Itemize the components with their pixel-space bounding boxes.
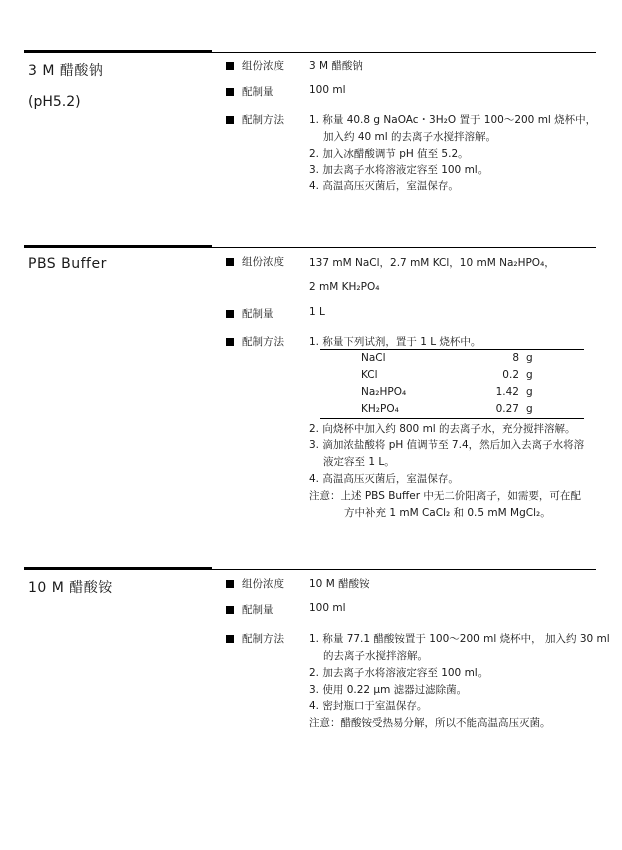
section-title: 3 M 醋酸钠 [28,63,104,79]
section-subtitle: (pH5.2) [28,94,81,110]
method-step: 1. 称量 40.8 g NaOAc・3H₂O 置于 100～200 ml 烧杯中， [309,114,597,126]
amount-value: 100 ml [309,84,346,96]
method-step: 4. 高温高压灭菌后，室温保存。 [309,180,459,192]
label-amount: 配制量 [242,604,274,616]
section-rule-thin [212,569,596,570]
method-step: 的去离子水搅拌溶解。 [323,650,428,662]
method-step: 1. 称量下列试剂，置于 1 L 烧杯中。 [309,336,482,348]
section-rule-thick [24,567,212,570]
method-step: 3. 滴加浓盐酸将 pH 值调节至 7.4，然后加入去离子水将溶 [309,439,585,451]
reagent-qty: 1.42 [495,386,519,398]
method-step: 3. 加去离子水将溶液定容至 100 ml。 [309,164,489,176]
bullet-square-icon [226,580,234,588]
amount-value: 100 ml [309,602,346,614]
reagent-name: NaCl [361,352,386,364]
bullet-square-icon [226,606,234,614]
method-step: 4. 密封瓶口于室温保存。 [309,700,428,712]
reagent-qty: 8 [512,352,519,364]
method-step: 3. 使用 0.22 μm 滤器过滤除菌。 [309,684,468,696]
reagent-unit: g [526,386,533,398]
composition-value: 3 M 醋酸钠 [309,60,363,72]
reagent-unit: g [526,352,533,364]
reagent-name: KCl [361,369,378,381]
composition-value: 137 mM NaCl，2.7 mM KCl，10 mM Na₂HPO₄， [309,257,555,269]
reagent-unit: g [526,369,533,381]
label-amount: 配制量 [242,86,274,98]
label-amount: 配制量 [242,308,274,320]
composition-value: 10 M 醋酸铵 [309,578,370,590]
method-step: 液定容至 1 L。 [323,456,395,468]
method-note: 方中补充 1 mM CaCl₂ 和 0.5 mM MgCl₂。 [344,507,551,519]
label-method: 配制方法 [242,114,284,126]
reagent-unit: g [526,403,533,415]
section-title: 10 M 醋酸铵 [28,580,113,596]
composition-value-continued: 2 mM KH₂PO₄ [309,281,380,293]
label-composition: 组份浓度 [242,256,284,268]
method-step: 2. 加去离子水将溶液定容至 100 ml。 [309,667,489,679]
method-note: 注意：上述 PBS Buffer 中无二价阳离子，如需要，可在配 [309,490,581,502]
label-method: 配制方法 [242,336,284,348]
label-composition: 组份浓度 [242,60,284,72]
method-step: 加入约 40 ml 的去离子水搅拌溶解。 [323,131,497,143]
method-step: 1. 称量 77.1 醋酸铵置于 100～200 ml 烧杯中， 加入约 30 ml [309,633,610,645]
bullet-square-icon [226,635,234,643]
reagent-name: Na₂HPO₄ [361,386,407,398]
method-step: 2. 向烧杯中加入约 800 ml 的去离子水，充分搅拌溶解。 [309,423,576,435]
reagent-name: KH₂PO₄ [361,403,399,415]
label-method: 配制方法 [242,633,284,645]
amount-value: 1 L [309,306,325,318]
method-note: 注意：醋酸铵受热易分解，所以不能高温高压灭菌。 [309,717,551,729]
method-step: 4. 高温高压灭菌后，室温保存。 [309,473,459,485]
section-title: PBS Buffer [28,256,107,272]
reagent-qty: 0.2 [502,369,519,381]
method-step: 2. 加入冰醋酸调节 pH 值至 5.2。 [309,148,469,160]
reagent-qty: 0.27 [495,403,519,415]
label-composition: 组份浓度 [242,578,284,590]
